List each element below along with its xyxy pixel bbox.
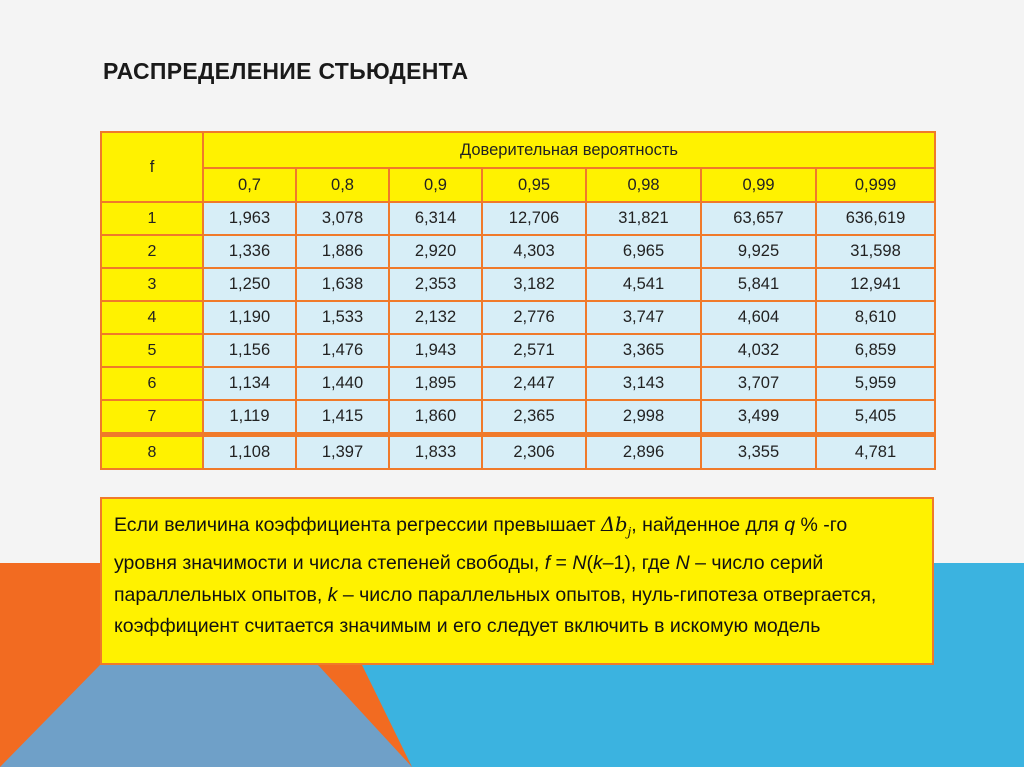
critical-value-cell: 1,119 <box>203 400 296 435</box>
note-text: ( <box>586 552 593 575</box>
degrees-of-freedom-header: f <box>101 132 203 202</box>
regression-significance-note <box>100 497 934 665</box>
critical-value-cell: 1,895 <box>389 367 482 400</box>
critical-value-cell: 2,776 <box>482 301 586 334</box>
critical-value-cell: 5,405 <box>816 400 935 435</box>
critical-value-cell: 4,032 <box>701 334 816 367</box>
critical-value-cell: 3,499 <box>701 400 816 435</box>
critical-value-cell: 1,336 <box>203 235 296 268</box>
critical-value-cell: 4,541 <box>586 268 701 301</box>
variable-n: N <box>675 552 690 575</box>
critical-value-cell: 3,143 <box>586 367 701 400</box>
slide-title: РАСПРЕДЕЛЕНИЕ СТЬЮДЕНТА <box>103 58 469 84</box>
header-row-group <box>101 132 935 168</box>
note-text: , найденное для <box>631 514 785 536</box>
critical-value-cell: 5,841 <box>701 268 816 301</box>
critical-value-cell: 3,182 <box>482 268 586 301</box>
table-row <box>101 301 935 334</box>
probability-header: 0,9 <box>389 168 482 202</box>
critical-value-cell: 1,833 <box>389 435 482 470</box>
critical-value-cell: 3,365 <box>586 334 701 367</box>
note-text: % -го уровня значимости и числа степеней свободы, <box>114 514 848 575</box>
critical-value-cell: 636,619 <box>816 202 935 235</box>
table-row <box>101 334 935 367</box>
variable-n: N <box>572 552 587 575</box>
critical-value-cell: 8,610 <box>816 301 935 334</box>
critical-value-cell: 4,303 <box>482 235 586 268</box>
table-row <box>101 400 935 435</box>
table-row <box>101 202 935 235</box>
probability-header: 0,99 <box>701 168 816 202</box>
degrees-of-freedom-cell: 3 <box>101 268 203 301</box>
critical-value-cell: 1,886 <box>296 235 389 268</box>
probability-header: 0,98 <box>586 168 701 202</box>
variable-k: k <box>327 583 338 606</box>
degrees-of-freedom-cell: 6 <box>101 367 203 400</box>
critical-value-cell: 31,821 <box>586 202 701 235</box>
table-row <box>101 235 935 268</box>
degrees-of-freedom-cell: 8 <box>101 435 203 470</box>
critical-value-cell: 1,440 <box>296 367 389 400</box>
critical-value-cell: 1,108 <box>203 435 296 470</box>
critical-value-cell: 1,638 <box>296 268 389 301</box>
critical-value-cell: 2,353 <box>389 268 482 301</box>
critical-value-cell: 1,943 <box>389 334 482 367</box>
table-row <box>101 268 935 301</box>
critical-value-cell: 2,306 <box>482 435 586 470</box>
delta-b-symbol: $\Delta b_j$ <box>600 513 632 539</box>
critical-value-cell: 2,447 <box>482 367 586 400</box>
critical-value-cell: 5,959 <box>816 367 935 400</box>
critical-value-cell: 1,397 <box>296 435 389 470</box>
probability-header: 0,8 <box>296 168 389 202</box>
critical-value-cell: 2,998 <box>586 400 701 435</box>
note-text: – число параллельных опытов, нуль-гипотеза отвергается, коэффициент считается значимым и его следует включить в искомую модель <box>114 583 877 638</box>
degrees-of-freedom-cell: 4 <box>101 301 203 334</box>
variable-k: k <box>592 552 603 575</box>
degrees-of-freedom-cell: 5 <box>101 334 203 367</box>
note-text: = <box>550 552 573 575</box>
critical-value-cell: 1,250 <box>203 268 296 301</box>
note-text: –1), где <box>602 552 676 575</box>
critical-value-cell: 1,134 <box>203 367 296 400</box>
student-distribution-table <box>100 131 936 470</box>
critical-value-cell: 1,963 <box>203 202 296 235</box>
critical-value-cell: 1,156 <box>203 334 296 367</box>
critical-value-cell: 12,941 <box>816 268 935 301</box>
critical-value-cell: 1,190 <box>203 301 296 334</box>
critical-value-cell: 63,657 <box>701 202 816 235</box>
critical-value-cell: 4,781 <box>816 435 935 470</box>
table-row <box>101 435 935 470</box>
variable-q: q <box>784 514 796 536</box>
note-text: – число серий параллельных опытов, <box>114 552 824 606</box>
critical-value-cell: 2,571 <box>482 334 586 367</box>
critical-value-cell: 6,314 <box>389 202 482 235</box>
variable-f: f <box>544 552 551 575</box>
critical-value-cell: 6,965 <box>586 235 701 268</box>
critical-value-cell: 3,747 <box>586 301 701 334</box>
probability-header: 0,95 <box>482 168 586 202</box>
critical-value-cell: 2,365 <box>482 400 586 435</box>
degrees-of-freedom-cell: 1 <box>101 202 203 235</box>
note-text: Если величина коэффициента регрессии превышает <box>114 514 601 536</box>
critical-value-cell: 12,706 <box>482 202 586 235</box>
critical-value-cell: 1,476 <box>296 334 389 367</box>
critical-value-cell: 1,860 <box>389 400 482 435</box>
critical-value-cell: 4,604 <box>701 301 816 334</box>
critical-value-cell: 1,415 <box>296 400 389 435</box>
critical-value-cell: 31,598 <box>816 235 935 268</box>
header-row-probabilities <box>101 168 935 202</box>
critical-value-cell: 9,925 <box>701 235 816 268</box>
critical-value-cell: 3,355 <box>701 435 816 470</box>
critical-value-cell: 6,859 <box>816 334 935 367</box>
degrees-of-freedom-cell: 7 <box>101 400 203 435</box>
critical-value-cell: 3,078 <box>296 202 389 235</box>
critical-value-cell: 3,707 <box>701 367 816 400</box>
table-row <box>101 367 935 400</box>
critical-value-cell: 2,132 <box>389 301 482 334</box>
critical-value-cell: 1,533 <box>296 301 389 334</box>
probability-header: 0,999 <box>816 168 935 202</box>
probability-header: 0,7 <box>203 168 296 202</box>
confidence-probability-header: Доверительная вероятность <box>203 132 935 168</box>
critical-value-cell: 2,920 <box>389 235 482 268</box>
degrees-of-freedom-cell: 2 <box>101 235 203 268</box>
critical-value-cell: 2,896 <box>586 435 701 470</box>
